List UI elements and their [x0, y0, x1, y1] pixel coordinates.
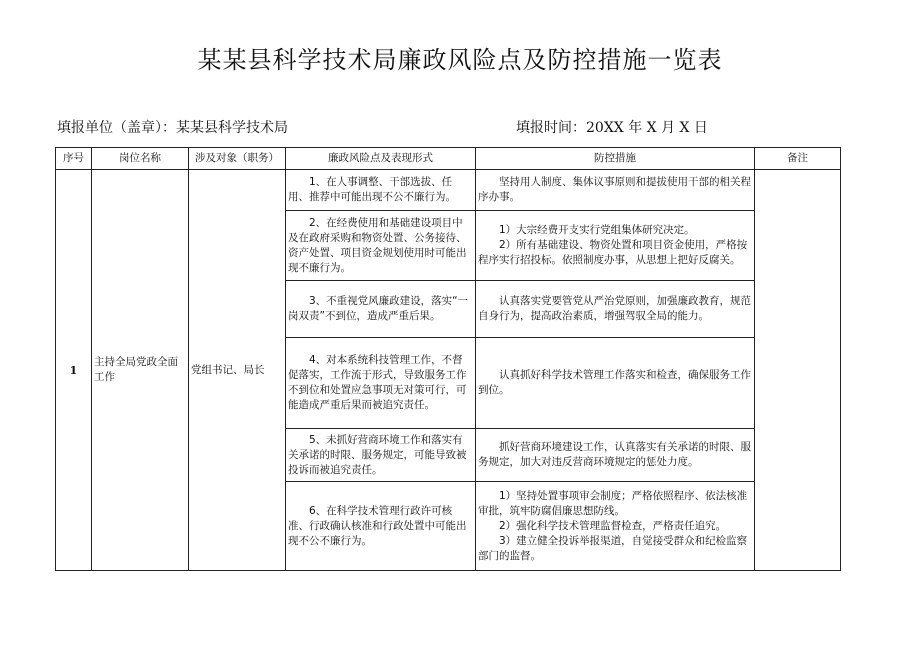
control-item: 认真落实党要管党从严治党原则，加强廉政教育，规范自身行为，提高政治素质，增强驾驭全局的能力。 — [478, 295, 751, 322]
risk-table — [55, 147, 841, 571]
control-item: 1）大宗经费开支实行党组集体研究决定。 — [499, 224, 695, 236]
report-time-label: 填报时间： — [516, 120, 586, 136]
header-target: 涉及对象（职务） — [189, 148, 286, 170]
control-cell — [476, 281, 755, 338]
risk-cell: 2、在经费使用和基础建设项目中及在政府采购和物资处置、公务接待、资产处置、项目资金规划使用时可能出现不廉行为。 — [286, 211, 476, 281]
risk-cell: 1、在人事调整、干部选拔、任用、推荐中可能出现不公不廉行为。 — [286, 170, 476, 211]
control-item: 3）建立健全投诉举报渠道，自觉接受群众和纪检监察部门的监督。 — [478, 534, 748, 562]
control-cell — [476, 170, 755, 211]
page-title: 某某县科学技术局廉政风险点及防控措施一览表 — [197, 46, 723, 74]
header-no: 序号 — [56, 148, 92, 170]
report-unit-value: 某某县科学技术局 — [176, 120, 288, 136]
table-row — [56, 170, 841, 211]
header-risk: 廉政风险点及表现形式 — [286, 148, 476, 170]
header-position: 岗位名称 — [92, 148, 189, 170]
risk-cell: 3、不重视党风廉政建设，落实“一岗双责”不到位，造成严重后果。 — [286, 281, 476, 338]
report-time-value: 20XX 年 X 月 X 日 — [586, 120, 708, 136]
header-control: 防控措施 — [476, 148, 755, 170]
control-cell — [476, 338, 755, 429]
table-header-row — [56, 148, 841, 170]
control-item: 1）坚持处置事项审会制度；严格依照程序、依法核准审批，筑牢防腐倡廉思想防线。 — [478, 489, 748, 517]
control-cell — [476, 429, 755, 482]
risk-cell: 5、未抓好营商环境工作和落实有关承诺的时限、服务规定，可能导致被投诉而被追究责任。 — [286, 429, 476, 482]
control-cell — [476, 482, 755, 571]
position-cell: 主持全局党政全面工作 — [92, 170, 189, 571]
report-unit-label: 填报单位（盖章）： — [57, 120, 176, 136]
note-cell — [755, 170, 841, 571]
risk-cell: 4、对本系统科技管理工作，不督促落实，工作流于形式，导致服务工作不到位和处置应急事项无对策可行，可能造成严重后果而被追究责任。 — [286, 338, 476, 429]
control-item: 2）强化科学技术管理监督检查，严格责任追究。 — [499, 519, 727, 532]
control-item: 2）所有基础建设、物资处置和项目资金使用，严格按程序实行招投标。依照制度办事，从思想上把好反腐关。 — [478, 239, 748, 266]
control-cell — [476, 211, 755, 281]
report-unit — [57, 117, 288, 137]
control-item: 坚持用人制度、集体议事原则和提拔使用干部的相关程序办事。 — [478, 176, 751, 203]
control-item: 认真抓好科学技术管理工作落实和检查，确保服务工作到位。 — [478, 369, 751, 396]
target-cell: 党组书记、局长 — [189, 170, 286, 571]
report-time — [516, 117, 708, 137]
control-item: 抓好营商环境建设工作，认真落实有关承诺的时限、服务规定，加大对违反营商环境规定的惩处力度。 — [478, 441, 751, 468]
row-number: 1 — [56, 170, 92, 571]
header-note: 备注 — [755, 148, 841, 170]
risk-cell: 6、在科学技术管理行政许可核准、行政确认核准和行政处置中可能出现不公不廉行为。 — [286, 482, 476, 571]
